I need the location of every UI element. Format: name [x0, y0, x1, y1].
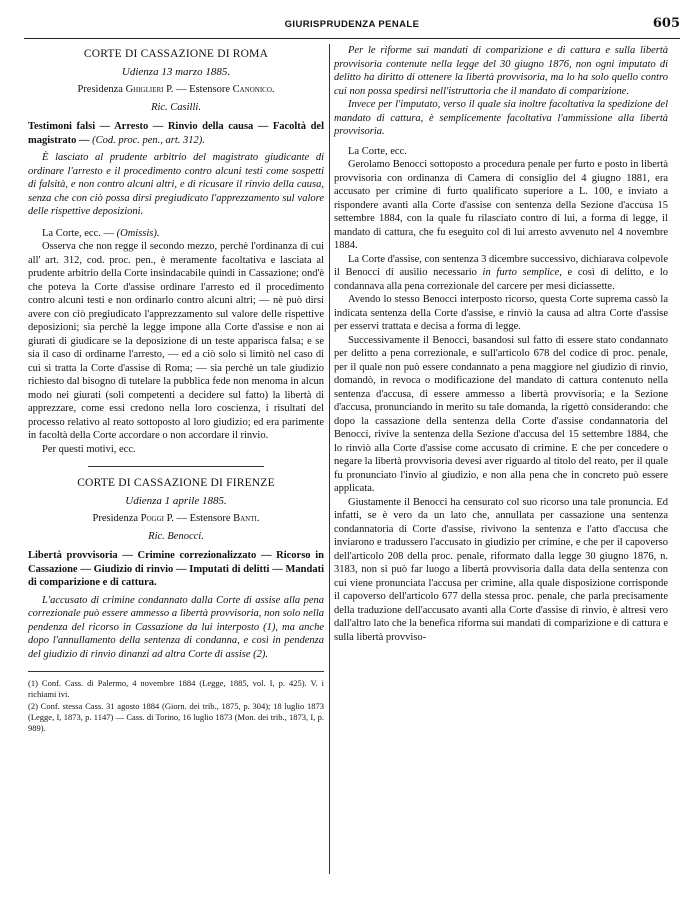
- case2-keywords: Libertà provvisoria — Crimine correzionalizzato — Ricorso in Cassazione — Giudizio di rinvio — Imputati di delitti — Mandati di comparizione e di cattura.: [28, 550, 324, 588]
- footnote-1: (1) Conf. Cass. di Palermo, 4 novembre 1884 (Legge, 1885, vol. I, p. 425). V. i richiami ivi.: [28, 678, 324, 699]
- case2-paragraph-2: [334, 253, 668, 294]
- running-header: [24, 16, 680, 39]
- left-column: [28, 44, 324, 734]
- case1-presidency-prefix: Presidenza: [77, 84, 126, 95]
- case2-paragraph-4: Successivamente il Benocci, basandosi sul fatto di essere stato condannato per delitto a pena correzionale, e sull'articolo 678 del codice di proc. penale, per il quale non può essere condannato a pena maggiore nel giudizio di rinvio, domandò, in revoca o modificazione del mandato di cattura contenuto nella sentenza d'accusa, di essere ammesso a libertà provvisoria; e la Sezione d'accusa, pronunciando in merito su tale domanda, la rigettò considerando: che dopo la cassazione della sentenza della Corte d'assise condannatoria del Benocci, rivive la sentenza della Sezione d'accusa del 15 settembre 1884, che lo rinviò alla Corte d'assise come accusato di crimine. E che per concedere o negare la libertà provvisoria devesi aver riguardo al titolo del reato, per il quale fu pronunciato l'invio al giudizio, e non alla pena che in concreto può essere applicata.: [334, 334, 668, 494]
- case1-opening-text: La Corte, ecc. —: [42, 227, 117, 239]
- case1-body: Osserva che non regge il secondo mezzo, perchè l'ordinanza di cui all' art. 312, cod. proc. pen., è meramente facoltativa e lasciata al prudente arbitrio della Corte insindacabile quindi in Cassazione; ond'è che poteva la Corte d'assise ordinare l'arresto ed il procedimento contro alcuni testi e non ordinarlo contro alcuni altri; — nè può dirsi avere con ciò pregiudicato l'apprezzamento sul valore delle rispettive deposizioni; sia perchè la legge impone alla Corte d'assise e non ai giurati di giudicare se la deposizione di un teste apparisca falsa; e se sia il caso di ordinarne l'arresto, — ed a ciò solo si limitò nel caso di cui si tratta la Corte d'assise di Roma; — sia perchè un tale giudizio richiesto dal bisogno di tutelare la pubblica fede non menoma in alcun modo nei giurati (soli competenti a decidere sul fatto) la libertà di apprezzare, come essi credono nella loro coscienza, i risultati del processo relativo al reato sottoposto al loro giudizio; ed era parimente in facoltà della Corte accordare o non accordare il rinvio.: [28, 241, 324, 441]
- case2-date: Udienza 1 aprile 1885.: [125, 494, 227, 507]
- case1-keywords-text: Testimoni falsi — Arresto — Rinvio della causa — Facoltà del magistrato —: [28, 121, 324, 146]
- case2-paragraph-1: Gerolamo Benocci sottoposto a procedura penale per furto e posto in libertà provvisoria con ordinanza di Camera di consiglio del 4 giugno 1881, era accusato per crimine di furto qualificato superiore a L. 100, e inviato a rispondere avanti alla Corte d'assise con sentenza della Sezione d'accusa 15 settembre 1884, con la quale fu rilasciato contro di lui, a forma di legge, il mandato di cattura, che fu eseguito col di lui arresto avvenuto nel 4 novembre 1884.: [334, 159, 668, 251]
- case1-presidency: [28, 83, 324, 97]
- case1-opening-italic: (Omissis).: [116, 227, 160, 239]
- column-divider: [329, 44, 330, 874]
- case1-presidency-mid: P. — Estensore: [163, 84, 233, 95]
- case1-appellant: Ric. Casilli.: [151, 101, 201, 113]
- case2-presidency-mid: P. — Estensore: [163, 513, 234, 524]
- case2-paragraph-2b: in furto semplice: [482, 267, 560, 278]
- case-separator: [88, 466, 264, 467]
- case1-president: Ghiglieri: [125, 84, 164, 95]
- footnote-separator: [28, 671, 324, 672]
- case2-opening: La Corte, ecc.: [348, 145, 407, 157]
- running-title: GIURISPRUDENZA PENALE: [284, 19, 420, 30]
- case1-presidency-end: .: [271, 84, 275, 95]
- case2-court: CORTE DI CASSAZIONE DI FIRENZE: [77, 477, 275, 489]
- footnote-2: (2) Conf. stessa Cass. 31 agosto 1884 (Giorn. dei trib., 1875, p. 304); 18 luglio 1873 (Legge, I, 1873, p. 1147) — Cass. di Torino, 16 luglio 1873 (Mon. dei trib., 1873, I, p. 989).: [28, 701, 324, 733]
- page-number: 605: [652, 16, 680, 31]
- case2-paragraph-3: Avendo lo stesso Benocci interposto ricorso, questa Corte suprema cassò la indicata sentenza della Corte d'assise, e rinviò la causa ad altra Corte d'assise per esservi trattata e decisa a forma di legge.: [334, 294, 668, 332]
- case1-keywords-ref: (Cod. proc. pen., art. 312).: [92, 134, 205, 146]
- right-column: [334, 44, 668, 644]
- case2-headnote: L'accusato di crimine condannato dalla Corte di assise alla pena correzionale può essere ammesso a libertà provvisoria, non solo nella pendenza del ricorso in Cassazione da lui interposto (1), ma anche dopo l'annullamento della sentenza di condanna, e così in pendenza del giudizio di rinvio dinanzi ad altra Corte di assise (2).: [28, 594, 324, 660]
- case2-paragraph-5: Giustamente il Benocci ha censurato col suo ricorso una tale pronuncia. Ed infatti, se è vero da un lato che, annullata per cassazione una sentenza condannatoria di Corte d'assise, rivivono la sentenza e l'atto d'accusa che inviarono e tradussero l'accusato in giudizio per crimine, e che per il capoverso dell'articolo 208 della proc. penale, riformato dalla legge 30 giugno 1876, n. 3183, non si può far luogo a libertà provvisoria dalla data della sentenza con cui viene pronunciata l'accusa per crimine, alla quale disposizione corrisponde il capoverso dell'articolo 677 della stessa proc. penale, che parla precisamente della traduzione dell'accusato avanti alla Corte d'assise di rinvio, è altresì vero dall'altro lato che la benefica riforma sui mandati di comparizione e di cattura e sulla libertà provviso-: [334, 496, 668, 643]
- case2-president: Poggi: [140, 513, 164, 524]
- case1-date: Udienza 13 marzo 1885.: [121, 65, 231, 78]
- case2-paragraph-2a: La Corte d'assise, con sentenza 3 dicembre successivo, dichiarava colpevole il Benocci di ausilio necessario: [334, 253, 668, 278]
- case1-keywords: [28, 120, 324, 147]
- case2-headnote-continued-2: Invece per l'imputato, verso il quale sia inoltre facoltativa la spedizione del mandato di cattura, è semplicemente facoltativa l'ammissione alla libertà provvisoria.: [334, 99, 668, 137]
- case2-rapporteur: Banti: [233, 513, 257, 524]
- case2-appellant: Ric. Benocci.: [148, 530, 204, 542]
- case1-opening: [28, 227, 324, 241]
- case1-closing: Per questi motivi, ecc.: [42, 443, 136, 455]
- case2-presidency-end: .: [256, 513, 260, 524]
- case2-paragraph-2c: , e così di delitto, e lo condannava alla pena correzionale del carcere per mesi diciassette.: [334, 267, 668, 292]
- case2-presidency-prefix: Presidenza: [92, 513, 141, 524]
- case1-court: CORTE DI CASSAZIONE DI ROMA: [83, 48, 269, 60]
- case1-rapporteur: Canonico: [232, 84, 272, 95]
- case2-headnote-continued: Per le riforme sui mandati di comparizione e di cattura e sulla libertà provvisoria contenute nella legge del 30 giugno 1876, non ogni imputato di delitto ha diritto di ottenere la libertà provvisoria, ma lo ha solo quello contro cui non possa spedirsi nell'istruttoria che il mandato di comparizione.: [334, 45, 668, 97]
- case1-headnote: È lasciato al prudente arbitrio del magistrato giudicante di ordinare l'arresto e il procedimento contro alcuni testi come sospetti di falsità, e non contro alcuni altri, e di ricusare il rinvio della causa, senza che con ciò possa dirsi pregiudicato l'apprezzamento sul valore delle rispettive deposizioni.: [28, 152, 324, 217]
- case2-presidency: [28, 512, 324, 526]
